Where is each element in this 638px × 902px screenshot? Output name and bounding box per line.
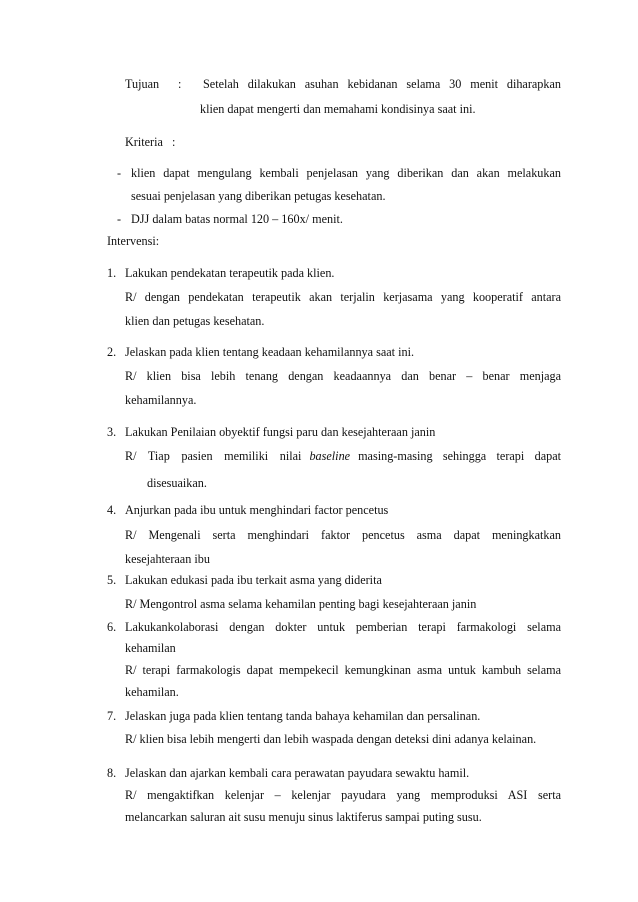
list-item-instruction: Jelaskan juga pada klien tentang tanda bahaya kehamilan dan persalinan.	[125, 709, 481, 723]
list-item-rationale: R/ Mengontrol asma selama kehamilan penting bagi kesejahteraan janin	[125, 597, 477, 611]
list-item-rationale-cont: disesuaikan.	[147, 476, 207, 490]
rationale-italic-term: baseline	[309, 449, 351, 463]
list-item-rationale: R/ klien bisa lebih tenang dengan keadaannya dan benar – benar menjaga	[125, 369, 561, 383]
list-item-number: 4.	[107, 503, 117, 517]
list-item-rationale-cont: kehamilan.	[125, 685, 179, 699]
kriteria-item2: DJJ dalam batas normal 120 – 160x/ menit.	[131, 212, 343, 226]
list-item-rationale-cont: klien dan petugas kesehatan.	[125, 314, 265, 328]
list-item-instruction: Lakukan edukasi pada ibu terkait asma yang diderita	[125, 573, 382, 587]
list-item-instruction: Lakukan Penilaian obyektif fungsi paru dan kesejahteraan janin	[125, 425, 436, 439]
list-item-number: 5.	[107, 573, 117, 587]
tujuan-text-line1: Setelah dilakukan asuhan kebidanan selama 30 menit diharapkan	[203, 77, 561, 91]
list-item-number: 6.	[107, 620, 117, 634]
rationale-text-pre: R/ Tiap pasien memiliki nilai	[125, 449, 302, 463]
kriteria-item1-line1: klien dapat mengulang kembali penjelasan yang diberikan dan akan melakukan	[131, 166, 561, 180]
rationale-text-post: masing-masing sehingga terapi dapat	[358, 449, 561, 463]
list-item-instruction-cont: kehamilan	[125, 641, 176, 655]
kriteria-item1-line2: sesuai penjelasan yang diberikan petugas kesehatan.	[131, 189, 386, 203]
kriteria-colon: :	[172, 135, 176, 149]
list-item-rationale: R/ mengaktifkan kelenjar – kelenjar payudara yang memproduksi ASI serta	[125, 788, 561, 802]
list-item-instruction: Jelaskan pada klien tentang keadaan kehamilannya saat ini.	[125, 345, 415, 359]
list-item-number: 8.	[107, 766, 117, 780]
tujuan-label: Tujuan	[125, 77, 160, 91]
list-item-rationale	[125, 448, 561, 464]
list-item-rationale-cont: kehamilannya.	[125, 393, 197, 407]
kriteria-bullet-2: -	[117, 212, 122, 226]
list-item-instruction: Anjurkan pada ibu untuk menghindari factor pencetus	[125, 503, 389, 517]
list-item-instruction: Lakukankolaborasi dengan dokter untuk pemberian terapi farmakologi selama	[125, 620, 561, 634]
list-item-number: 1.	[107, 266, 117, 280]
list-item-number: 7.	[107, 709, 117, 723]
list-item-rationale: R/ klien bisa lebih mengerti dan lebih waspada dengan deteksi dini adanya kelainan.	[125, 732, 537, 746]
kriteria-label: Kriteria	[125, 135, 163, 149]
list-item-rationale-cont: melancarkan saluran ait susu menuju sinus laktiferus sampai puting susu.	[125, 810, 482, 824]
list-item-number: 2.	[107, 345, 117, 359]
intervensi-heading: Intervensi:	[107, 234, 160, 248]
tujuan-colon: :	[178, 77, 182, 91]
list-item-instruction: Jelaskan dan ajarkan kembali cara perawatan payudara sewaktu hamil.	[125, 766, 470, 780]
list-item-instruction: Lakukan pendekatan terapeutik pada klien.	[125, 266, 335, 280]
list-item-rationale: R/ terapi farmakologis dapat mempekecil kemungkinan asma untuk kambuh selama	[125, 663, 561, 677]
list-item-rationale-cont: kesejahteraan ibu	[125, 552, 210, 566]
tujuan-text-line2: klien dapat mengerti dan memahami kondisinya saat ini.	[200, 102, 476, 116]
list-item-rationale: R/ dengan pendekatan terapeutik akan terjalin kerjasama yang kooperatif antara	[125, 290, 561, 304]
kriteria-bullet-1: -	[117, 166, 122, 180]
list-item-number: 3.	[107, 425, 117, 439]
list-item-rationale: R/ Mengenali serta menghindari faktor pencetus asma dapat meningkatkan	[125, 528, 561, 542]
